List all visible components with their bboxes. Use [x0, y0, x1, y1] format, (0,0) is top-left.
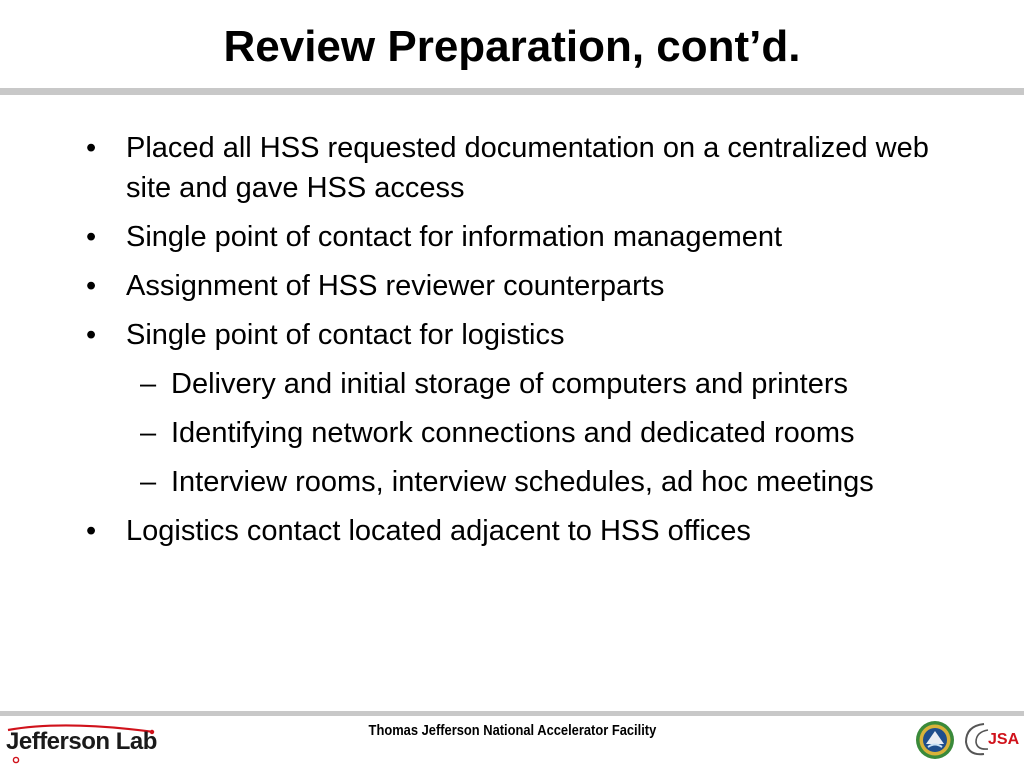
title-divider [0, 88, 1024, 95]
bullet-list [80, 128, 980, 560]
sub-bullet-item [126, 364, 980, 404]
bullet-text: Single point of contact for information management [126, 221, 783, 253]
bullet-marker: • [86, 270, 97, 302]
footer-organization: Thomas Jefferson National Accelerator Facility [368, 722, 657, 739]
sub-bullet-text: Identifying network connections and dedicated rooms [171, 417, 855, 449]
bullet-marker: • [86, 221, 97, 253]
bullet-item [80, 315, 980, 502]
bullet-text: Single point of contact for logistics [126, 319, 565, 351]
sub-bullet-marker: – [140, 368, 157, 400]
jefferson-lab-wordmark: Jefferson Lab [6, 728, 157, 755]
bullet-marker: • [86, 319, 97, 351]
sub-bullet-item [126, 413, 980, 453]
sub-bullet-marker: – [140, 466, 157, 498]
bullet-marker: • [86, 132, 97, 164]
footer-divider [0, 711, 1024, 716]
sub-bullet-item [126, 462, 980, 502]
jsa-logo-icon [962, 720, 1022, 760]
bullet-text: Placed all HSS requested documentation on a centralized web site and gave HSS access [126, 132, 929, 204]
bullet-item [80, 266, 980, 306]
bullet-marker: • [86, 515, 97, 547]
jsa-logo-text: JSA [988, 731, 1020, 748]
sub-bullet-text: Interview rooms, interview schedules, ad hoc meetings [171, 466, 874, 498]
bullet-item [80, 217, 980, 257]
doe-seal-icon [915, 720, 955, 760]
bullet-text: Logistics contact located adjacent to HSS offices [126, 515, 751, 547]
slide-title: Review Preparation, cont’d. [223, 22, 801, 71]
bullet-item [80, 128, 980, 208]
sub-bullet-text: Delivery and initial storage of computers and printers [171, 368, 848, 400]
jsa-logo [962, 720, 1022, 760]
jefferson-lab-logo [4, 724, 164, 764]
bullet-item [80, 511, 980, 551]
bullet-text: Assignment of HSS reviewer counterparts [126, 270, 665, 302]
sub-bullet-list [126, 364, 980, 502]
sub-bullet-marker: – [140, 417, 157, 449]
